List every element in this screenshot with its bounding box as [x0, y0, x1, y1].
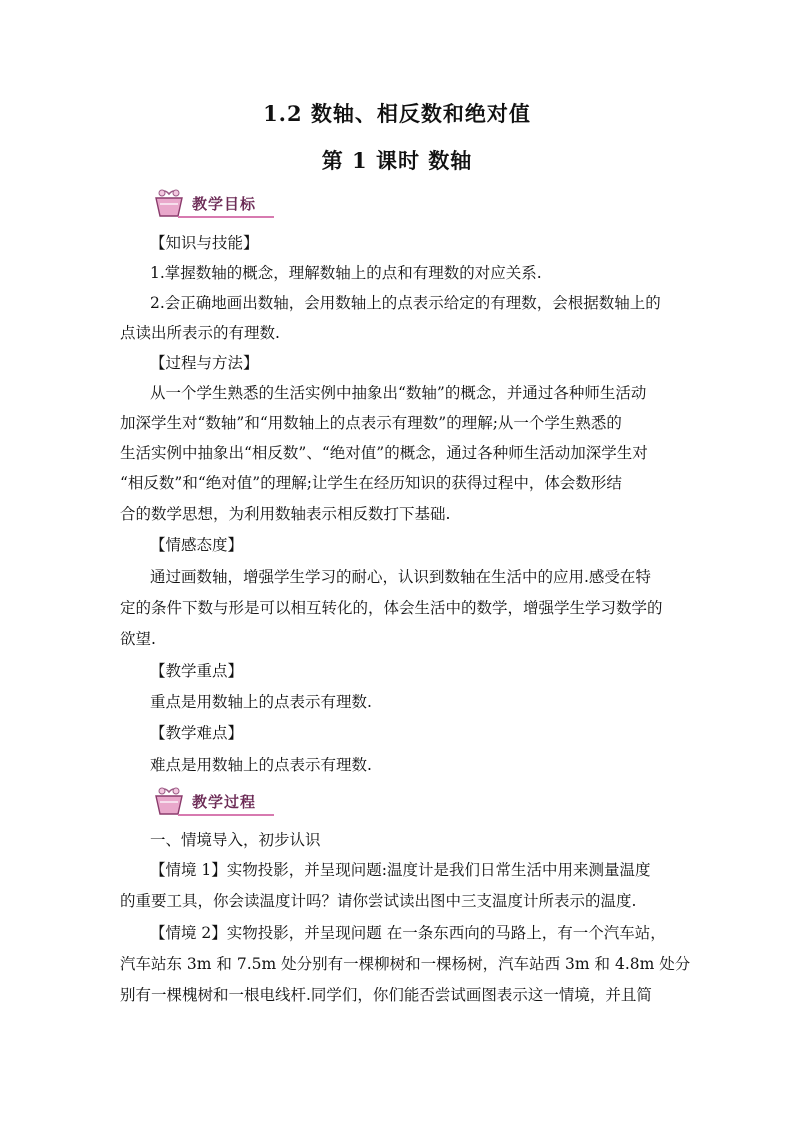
pen-holder-icon: [148, 784, 190, 818]
heading-attitude: 【情感态度】: [150, 536, 244, 554]
paragraph-line: 难点是用数轴上的点表示有理数.: [150, 756, 372, 774]
paragraph-line: 欲望.: [120, 630, 156, 648]
paragraph-line: 2.会正确地画出数轴，会用数轴上的点表示给定的有理数，会根据数轴上的: [150, 294, 661, 312]
heading-knowledge: 【知识与技能】: [150, 234, 259, 252]
paragraph-line: “相反数”和“绝对值”的理解;让学生在经历知识的获得过程中，体会数形结: [120, 474, 622, 492]
section-heading: 一、情境导入，初步认识: [150, 831, 321, 849]
paragraph-line: 生活实例中抽象出“相反数”、“绝对值”的概念，通过各种师生活动加深学生对: [120, 444, 648, 462]
paragraph-line: 合的数学思想，为利用数轴表示相反数打下基础.: [120, 505, 451, 523]
paragraph-line: 别有一棵槐树和一根电线杆.同学们，你们能否尝试画图表示这一情境，并且简: [120, 986, 652, 1004]
paragraph-line: 汽车站东 3m 和 7.5m 处分别有一棵柳树和一棵杨树，汽车站西 3m 和 4.8m 处分: [120, 955, 691, 973]
objectives-badge: [148, 186, 278, 222]
badge-underline: [178, 814, 274, 816]
paragraph-line: 定的条件下数与形是可以相互转化的，体会生活中的数学，增强学生学习数学的: [120, 599, 663, 617]
paragraph-line: 通过画数轴，增强学生学习的耐心，认识到数轴在生活中的应用.感受在特: [150, 568, 651, 586]
lesson-subtitle: 第 1 课时 数轴: [321, 148, 473, 173]
paragraph-line: 加深学生对“数轴”和“用数轴上的点表示有理数”的理解;从一个学生熟悉的: [120, 414, 622, 432]
paragraph-line: 1.掌握数轴的概念，理解数轴上的点和有理数的对应关系.: [150, 264, 542, 282]
process-badge: [148, 784, 278, 820]
paragraph-line: 的重要工具，你会读温度计吗？请你尝试读出图中三支温度计所表示的温度.: [120, 892, 637, 910]
heading-key-point: 【教学重点】: [150, 662, 244, 680]
badge-underline: [178, 216, 274, 218]
heading-process-method: 【过程与方法】: [150, 354, 259, 372]
paragraph-line: 从一个学生熟悉的生活实例中抽象出“数轴”的概念，并通过各种师生活动: [150, 384, 647, 402]
badge-label: 教学目标: [192, 195, 257, 213]
pen-holder-icon: [148, 186, 190, 220]
paragraph-line: 【情境 2】实物投影，并呈现问题 在一条东西向的马路上，有一个汽车站，: [150, 924, 666, 942]
badge-label: 教学过程: [192, 793, 257, 811]
heading-difficulty: 【教学难点】: [150, 724, 244, 742]
section-title: 1.2 数轴、相反数和绝对值: [263, 101, 531, 126]
paragraph-line: 点读出所表示的有理数.: [120, 324, 280, 342]
paragraph-line: 【情境 1】实物投影，并呈现问题:温度计是我们日常生活中用来测量温度: [150, 861, 651, 879]
paragraph-line: 重点是用数轴上的点表示有理数.: [150, 693, 372, 711]
